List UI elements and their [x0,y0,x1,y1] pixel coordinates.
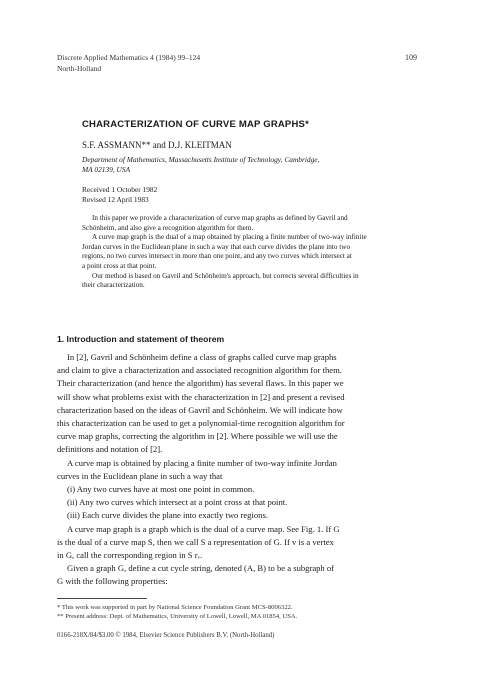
abstract-line: A curve map graph is the dual of a map obtained by placing a finite number of two-way infinite [92,233,367,242]
abstract-line: In this paper we provide a characterization of curve map graphs as defined by Gavril and [92,214,348,222]
body-line: characterization based on the ideas of Gavril and Schönheim. We will indicate how [57,404,343,415]
body-line: A curve map graph is a graph which is the dual of a curve map. See Fig. 1. If G [67,523,340,534]
received-dates [82,185,157,205]
body-line: definitions and notation of [2]. [57,444,163,455]
abstract [82,214,367,291]
body-line: curve map graphs, correcting the algorithm in [2]. Where possible we will use the [57,431,338,442]
body-line: G with the following properties: [57,576,168,587]
body-line: will show what problems exist with the characterization in [2] and present a revised [57,391,345,402]
body-text [57,351,345,589]
footnote: ** Present address: Dept. of Mathematics, University of Lowell, Lowell, MA 01854, USA. [57,613,298,620]
abstract-line: a point cross at that point. [82,261,157,270]
body-line: is the dual of a curve map S, then we call S a representation of G. If v is a vertex [57,536,334,547]
condition-item: (i) Any two curves have at most one point in common. [67,484,255,495]
body-line: Their characterization (and hence the algorithm) has several flaws. In this paper we [57,378,344,389]
body-line: A curve map is obtained by placing a finite number of two-way infinite Jordan [67,457,337,468]
author-affiliation [82,155,319,175]
footnotes [57,603,297,621]
body-line: curves in the Euclidean plane in such a way that [57,470,223,481]
footnote: * This work was supported in part by National Science Foundation Grant MCS-8006322. [57,604,293,611]
section-heading: 1. Introduction and statement of theorem [57,334,225,344]
abstract-line: regions, no two curves intersect in more than one point, and any two curves which intersect at [82,252,352,261]
body-line: and claim to give a characterization and associated recognition algorithm for them. [57,365,342,376]
body-line: In [2], Gavril and Schönheim define a class of graphs called curve map graphs [67,352,337,362]
journal-citation: Discrete Applied Mathematics 4 (1984) 99–124 [57,53,201,62]
body-line: in G, call the corresponding region in S rᵥ. [57,550,203,561]
body-line: Given a graph G, define a cut cycle string, denoted (A, B) to be a subgraph of [67,563,335,574]
publisher-name: North-Holland [57,64,102,73]
page-number: 109 [405,53,417,62]
body-line: this characterization can be used to get a polynomial-time recognition algorithm for [57,418,345,429]
footnote-rule [57,598,147,599]
copyright-line: 0166-218X/84/$3.00 © 1984, Elsevier Science Publishers B.V. (North-Holland) [57,632,275,639]
affiliation-line: MA 02139, USA [82,165,131,174]
paper-authors: S.F. ASSMANN** and D.J. KLEITMAN [82,140,232,150]
received-date: Received 1 October 1982 [82,185,158,194]
abstract-line: Schönheim, and also give a recognition algorithm for them. [82,223,254,232]
abstract-line: their characterization. [82,281,145,290]
affiliation-line: Department of Mathematics, Massachusetts Institute of Technology, Cambridge, [82,155,320,164]
revised-date: Revised 12 April 1983 [82,195,149,204]
abstract-line: Our method is based on Gavril and Schönheim's approach, but corrects several difficulties in [92,271,359,280]
condition-item: (iii) Each curve divides the plane into exactly two regions. [67,510,268,521]
paper-title: CHARACTERIZATION OF CURVE MAP GRAPHS* [82,119,309,130]
condition-item: (ii) Any two curves which intersect at a point cross at that point. [67,497,288,508]
abstract-line: Jordan curves in the Euclidean plane in such a way that each curve divides the plane into two [82,242,351,251]
